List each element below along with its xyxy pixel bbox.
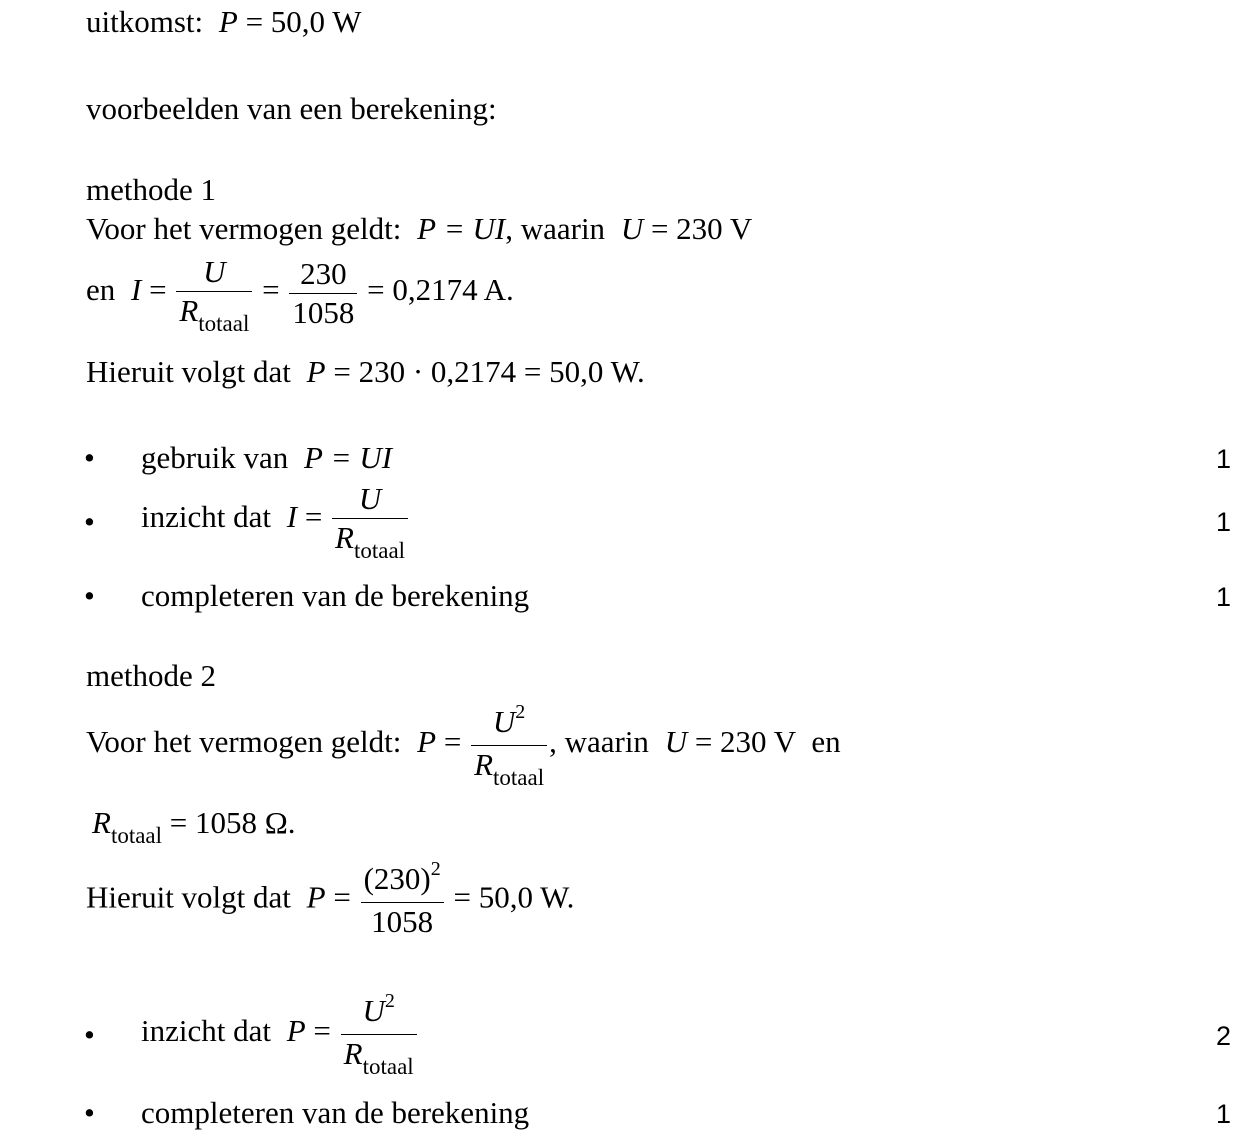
- score-5: 1: [1216, 1099, 1232, 1129]
- method1-line2: en I = $\frac{U}{R_{totaal}}$ = $\frac{230}{1058}$ = 0,2174 A.: [86, 254, 514, 336]
- method2-line2: $R_{totaal} = 1058$ Ω.: [92, 805, 296, 848]
- score-3: 1: [1216, 582, 1232, 612]
- method1-item-2: inzicht dat I = $\frac{U}{R_{totaal}}$: [141, 480, 410, 560]
- method1-item-1: gebruik van P = UI: [141, 440, 393, 475]
- method1-line1: Voor het vermogen geldt: P = UI, waarin U = 230 V: [86, 211, 753, 246]
- result-label: uitkomst:: [86, 4, 204, 39]
- fraction-u2-over-r: $\frac{U^2}{R_{totaal}}$: [341, 992, 417, 1076]
- result-line: uitkomst: P = 50,0 W: [86, 4, 362, 39]
- fraction-u-over-r: $\frac{U}{R_{totaal}}$: [176, 253, 252, 333]
- score-4: 2: [1216, 1021, 1232, 1051]
- score-2: 1: [1216, 507, 1232, 537]
- examples-heading: voorbeelden van een berekening:: [86, 91, 497, 126]
- fraction-230sq-over-1058: $\frac{(230)^2}{1058}$: [361, 860, 444, 941]
- fraction-230-over-1058: $\frac{230}{1058}$: [289, 255, 357, 332]
- method2-item-1: inzicht dat P = $\frac{U^2}{R_{totaal}}$: [141, 992, 419, 1076]
- method2-title: methode 2: [86, 658, 216, 693]
- bullet: •: [84, 440, 95, 475]
- bullet: •: [84, 578, 95, 613]
- method1-title: methode 1: [86, 172, 216, 207]
- bullet: •: [84, 504, 95, 539]
- bullet: •: [84, 1095, 95, 1130]
- bullet: •: [84, 1017, 95, 1052]
- score-1: 1: [1216, 444, 1232, 474]
- method2-line1: Voor het vermogen geldt: P = $\frac{U^2}{R_{totaal}}$ , waarin U = 230 V en: [86, 701, 841, 790]
- method1-item-3: completeren van de berekening: [141, 578, 530, 613]
- method1-line3: Hieruit volgt dat P = 230 · 0,2174 = 50,0 W.: [86, 354, 645, 389]
- fraction-u-over-r: $\frac{U}{R_{totaal}}$: [332, 480, 408, 560]
- result-formula: = 50,0 W: [245, 4, 362, 39]
- method2-item-2: completeren van de berekening: [141, 1095, 530, 1130]
- method2-line3: Hieruit volgt dat P = $\frac{(230)^2}{1058}$ = 50,0 W.: [86, 858, 575, 939]
- fraction-u2-over-r: $\frac{U^2}{R_{totaal}}$: [471, 703, 547, 787]
